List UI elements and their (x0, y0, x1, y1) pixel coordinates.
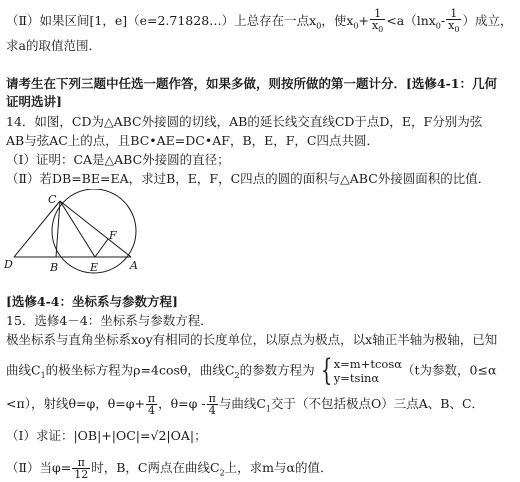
fraction-pi-over-4 (146, 393, 157, 416)
section-4-4-heading: [选修4-4：坐标系与参数方程] (6, 294, 178, 309)
q15-line-1: 15．选修4－4：坐标系与参数方程． (6, 313, 213, 328)
label-F: F (109, 229, 117, 242)
fraction-pi-over-12 (72, 457, 90, 480)
elective-instruction-cont: 证明选讲] (6, 94, 62, 109)
parametric-system (317, 353, 403, 388)
label-E: E (90, 261, 99, 274)
denominator: 4 (148, 404, 156, 417)
label-B: B (50, 261, 59, 274)
text: （Ⅱ）当φ= (6, 460, 72, 475)
fraction-1-over-x0 (370, 8, 385, 35)
subscript: 0 (353, 21, 359, 31)
subscript: 1 (40, 371, 46, 380)
numerator: π (208, 392, 216, 405)
text: - (440, 13, 446, 29)
segment-EF (95, 239, 108, 257)
text: <a（lnx (386, 13, 436, 29)
denominator (370, 20, 385, 35)
brace-icon: { (320, 353, 332, 388)
label-A: A (130, 259, 138, 272)
label-C: C (48, 193, 57, 206)
q14-part-i: （Ⅰ）证明：CA是△ABC外接圆的直径； (6, 152, 230, 167)
tangent-DC (14, 201, 60, 257)
subscript: 2 (219, 468, 225, 478)
segment-CE (60, 201, 95, 257)
text: 曲线C (6, 362, 41, 378)
eq-x: x=m+tcosα (333, 357, 403, 371)
text: 与曲线C (218, 396, 266, 411)
text: 交于（不包括极点O）三点A、B、C． (271, 396, 485, 411)
denominator: 12 (74, 468, 89, 481)
text: ，使x (321, 13, 354, 29)
geometry-figure (4, 189, 154, 285)
elective-instruction: 请考生在下列三题中任选一题作答，如果多做，则按所做的第一题计分．[选修4-1：几何 (6, 76, 497, 91)
text: （Ⅱ）如果区间[1，e]（e=2.71828…）上总存在一点x (6, 13, 317, 29)
text: 上，求m与α的值． (224, 460, 333, 475)
subscript: 0 (378, 25, 384, 35)
fraction-pi-over-4-b (207, 393, 218, 416)
denominator (446, 20, 461, 35)
subscript: 0 (435, 21, 441, 31)
q15-line-3 (6, 353, 497, 388)
text: x (371, 19, 379, 32)
numerator: π (72, 457, 90, 469)
part-ii-condition-line (6, 8, 512, 35)
numerator: π (147, 392, 156, 405)
text: ）成立， (462, 13, 513, 29)
label-D: D (4, 258, 13, 271)
q15-line-4 (6, 393, 484, 418)
q15-part-ii (6, 457, 332, 482)
text: 时，B，C两点在曲线C (91, 460, 220, 475)
numerator: 1 (370, 8, 385, 20)
text: <π），射线θ=φ，θ=φ+ (6, 396, 145, 411)
text: 的极坐标方程为ρ=4cosθ，曲线C (45, 362, 235, 378)
q15-line-2: 极坐标系与直角坐标系xoy有相同的长度单位，以原点为极点，以x轴正半轴为极轴，已知 (6, 332, 498, 347)
subscript: 2 (234, 371, 240, 380)
subscript: 0 (454, 25, 460, 35)
text: （t为参数，0≤α (402, 362, 497, 378)
q14-part-ii: （Ⅱ）若DB=BE=EA，求过B，E，F，C四点的圆的面积与△ABC外接圆面积的比值． (6, 171, 491, 186)
part-ii-tail: 求a的取值范围． (6, 38, 101, 53)
subscript: 0 (316, 21, 322, 31)
subscript: 1 (265, 404, 272, 414)
q14-line-1: 14．如图，CD为△ABC外接圆的切线，AB的延长线交直线CD于点D，E，F分别为弦 (6, 114, 483, 129)
fraction-1-over-x0-b (446, 8, 461, 35)
eq-y: y=tsinα (333, 371, 380, 385)
text: + (358, 13, 369, 29)
text: ，θ=φ - (158, 396, 206, 411)
text: x (448, 19, 455, 32)
chord-CA (60, 201, 131, 257)
numerator: 1 (446, 8, 461, 20)
denominator: 4 (208, 404, 216, 417)
system-lines (334, 357, 402, 385)
q14-line-2: AB与弦AC上的点，且BC•AE=DC•AF，B，E，F，C四点共圆． (6, 133, 379, 148)
text: 的参数方程为 (239, 362, 315, 378)
q15-part-i: （Ⅰ）求证：|OB|+|OC|=√2|OA|； (6, 428, 207, 443)
